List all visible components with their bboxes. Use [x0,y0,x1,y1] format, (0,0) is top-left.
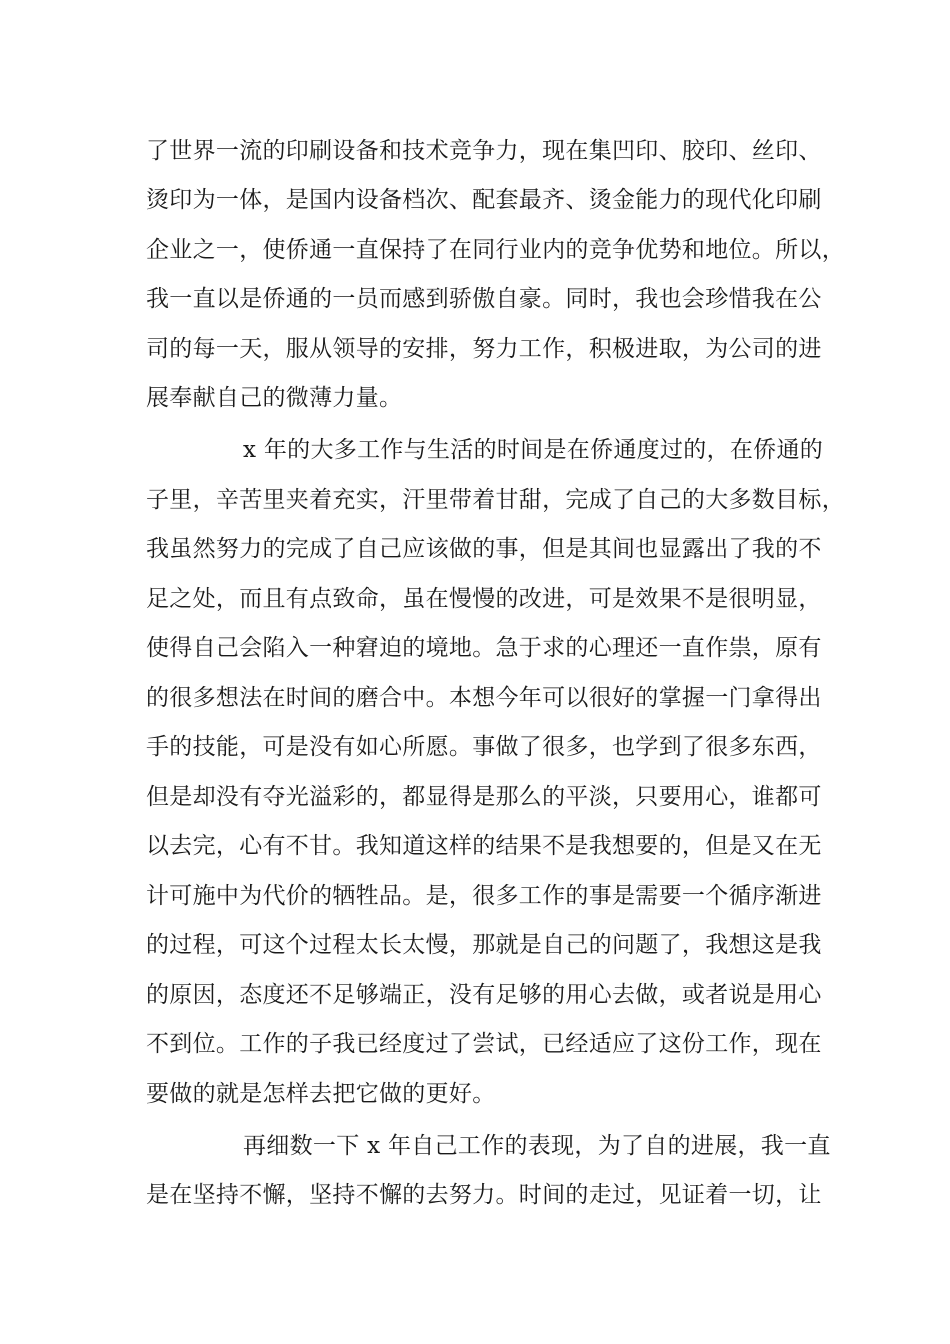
paragraph-2-line-9: 以去完，心有不甘。我知道这样的结果不是我想要的，但是又在无 [146,833,822,859]
paragraph-2-line-2: 子里，辛苦里夹着充实，汗里带着甘甜，完成了自己的大多数目标， [146,487,845,513]
paragraph-1-line-4: 我一直以是侨通的一员而感到骄傲自豪。同时，我也会珍惜我在公 [146,286,822,312]
paragraph-1-line-1: 了世界一流的印刷设备和技术竞争力，现在集凹印、胶印、丝印、 [146,138,822,164]
paragraph-2-line-1: x 年的大多工作与生活的时间是在侨通度过的，在侨通的 [243,437,824,463]
paragraph-2-line-7: 手的技能，可是没有如心所愿。事做了很多，也学到了很多东西， [146,734,822,760]
paragraph-2-line-8: 但是却没有夺光溢彩的，都显得是那么的平淡，只要用心，谁都可 [146,784,822,810]
paragraph-1-line-6: 展奉献自己的微薄力量。 [146,385,403,411]
paragraph-2-line-11: 的过程，可这个过程太长太慢，那就是自己的问题了，我想这是我 [146,932,822,958]
paragraph-2-line-3: 我虽然努力的完成了自己应该做的事，但是其间也显露出了我的不 [146,536,822,562]
paragraph-1-line-5: 司的每一天，服从领导的安排，努力工作，积极进取，为公司的进 [146,336,822,362]
paragraph-3-line-1: 再细数一下 x 年自己工作的表现，为了自的进展，我一直 [243,1133,831,1159]
paragraph-3-line-2: 是在坚持不懈，坚持不懈的去努力。时间的走过，见证着一切，让 [146,1182,822,1208]
paragraph-2-line-12: 的原因，态度还不足够端正，没有足够的用心去做，或者说是用心 [146,982,822,1008]
paragraph-2-line-13: 不到位。工作的子我已经度过了尝试，已经适应了这份工作，现在 [146,1031,822,1057]
paragraph-2-line-10: 计可施中为代价的牺牲品。是，很多工作的事是需要一个循序渐进 [146,883,822,909]
paragraph-1-line-2: 烫印为一体，是国内设备档次、配套最齐、烫金能力的现代化印刷 [146,187,822,213]
paragraph-2-line-14: 要做的就是怎样去把它做的更好。 [146,1081,496,1107]
paragraph-1-line-3: 企业之一，使侨通一直保持了在同行业内的竞争优势和地位。所以， [146,237,845,263]
paragraph-2-line-4: 足之处，而且有点致命，虽在慢慢的改进，可是效果不是很明显， [146,586,822,612]
paragraph-2-line-6: 的很多想法在时间的磨合中。本想今年可以很好的掌握一门拿得出 [146,685,822,711]
paragraph-2-line-5: 使得自己会陷入一种窘迫的境地。急于求的心理还一直作祟，原有 [146,635,822,661]
